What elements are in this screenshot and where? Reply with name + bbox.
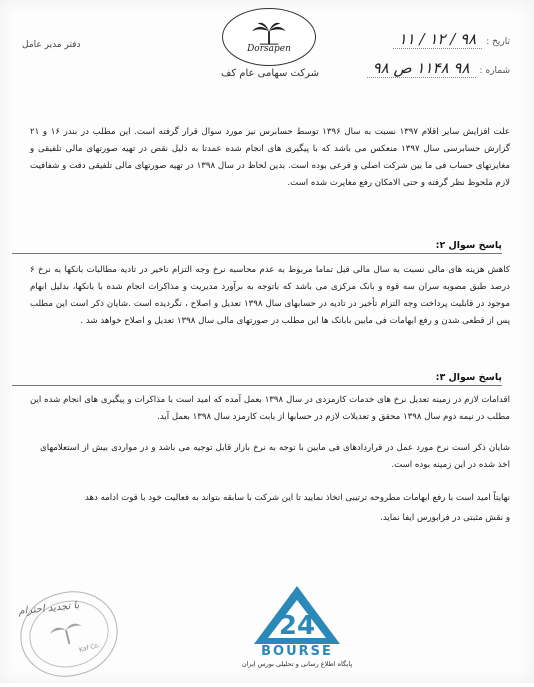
- date-label: تاریخ :: [486, 37, 510, 47]
- bourse24-logo-icon: [252, 584, 342, 646]
- paragraph-4: شایان ذکر است نرخ مورد عمل در قراردادهای فی مابین با توجه به نرخ بازار قابل توجیه می باشد و در مواردی بیش از استعلامهای اخذ شده در این زمینه بوده است.: [40, 443, 510, 470]
- number-value: ۹۸ ۱۱۴۸ ص ۹۸: [367, 59, 476, 78]
- palm-tree-icon: [250, 20, 288, 46]
- heading-underline: [12, 385, 502, 386]
- heading-answer-2: [342, 240, 502, 251]
- stamp-text: Kaf Co.: [78, 641, 101, 654]
- paragraph-6: و نقش مثبتی در فرابورس ایفا نماید.: [380, 513, 510, 523]
- bourse24-watermark: [232, 584, 362, 679]
- date-row: [350, 30, 510, 49]
- company-logo: [222, 8, 316, 66]
- heading-answer-3-text: پاسخ سوال ۳:: [435, 372, 502, 383]
- paragraph-3: اقدامات لازم در زمینه تعدیل نرخ های خدمات کارمزدی در سال ۱۳۹۸ بعمل آمده که امید است با مذاکرات و پیگیری های انجام شده این مطلب در نیمه دوم سال ۱۳۹۸ محقق و تعدیلات لازم در حسابها از بابت کارمزد سال ۱۳۹۸ بعمل آید.: [30, 395, 510, 422]
- number-label: شماره :: [479, 66, 510, 76]
- logo-brand: Dorsapen: [247, 44, 291, 54]
- company-name: شرکت سهامی عام کف: [220, 68, 320, 79]
- date-value: ۹۸ / ۱۲ / ۱۱: [393, 30, 483, 49]
- heading-underline: [12, 253, 502, 254]
- paragraph-2: کاهش هزینه های مالی نسبت به سال مالی قبل تماما مربوط به عدم محاسبه نرخ وجه التزام تاخیر در تادیه مطالبات بانکها به نرخ ۶ درصد طبق مصوبه سران سه قوه و بانک مرکزی می باشد که باتوجه به برآورد مدیریت و مذاکرات انجام شده با بانکها، بدلیل ابهام موجود در قابلیت پرداخت وجه التزام تأخیر در تادیه در حسابهای سال ۱۳۹۸ تعدیل و اصلاح ، نگردیده است .شایان ذکر است این مطلب پس از قطعی شدن و رفع ابهامات فی مابین بابانک ها این مطلب در صورتهای مالی سال ۱۳۹۸ تعدیل و اصلاح خواهد شد .: [30, 265, 510, 326]
- letter-meta: [350, 30, 510, 88]
- heading-answer-3: [342, 372, 502, 383]
- paragraph-1: علت افزایش سایر اقلام ۱۳۹۷ نسبت به سال ۱۳۹۶ توسط حسابرس نیز مورد سوال قرار گرفته است. این مطلب در بندر ۱۶ و ۲۱ گزارش حسابرسی سال ۱۳۹۷ منعکس می باشد که با پیگیری های انجام شده عمدتا به دلیل نقص در تهیه صورتهای مالی تلفیقی و مغایرتهای حساب فی ما بین شرکت اصلی و فرعی بوده است. بدین لحاظ در سال ۱۳۹۸ در تهیه صورتهای مالی تلفیقی دقت و شفافیت لازم ملحوظ نظر گرفته و حتی الامکان رفع مغایرت شده است.: [30, 127, 510, 188]
- number-row: [350, 59, 510, 78]
- company-stamp: [11, 581, 126, 686]
- bourse24-number: 24: [278, 611, 316, 641]
- signature: با تجدید احترام: [17, 599, 80, 618]
- office-label: دفتر مدیر عامل: [22, 40, 81, 50]
- bourse-word: BOURSE: [261, 644, 333, 659]
- bourse-tagline: پایگاه اطلاع رسانی و تحلیلی بورس ایران: [241, 660, 353, 668]
- paragraph-5: نهایتاً امید است با رفع ابهامات مطروحه ترتیبی اتخاذ نمایید تا این شرکت با سابقه بتواند به فعالیت خود با قوت ادامه دهد: [84, 493, 510, 503]
- heading-answer-2-text: پاسخ سوال ۲:: [435, 240, 502, 251]
